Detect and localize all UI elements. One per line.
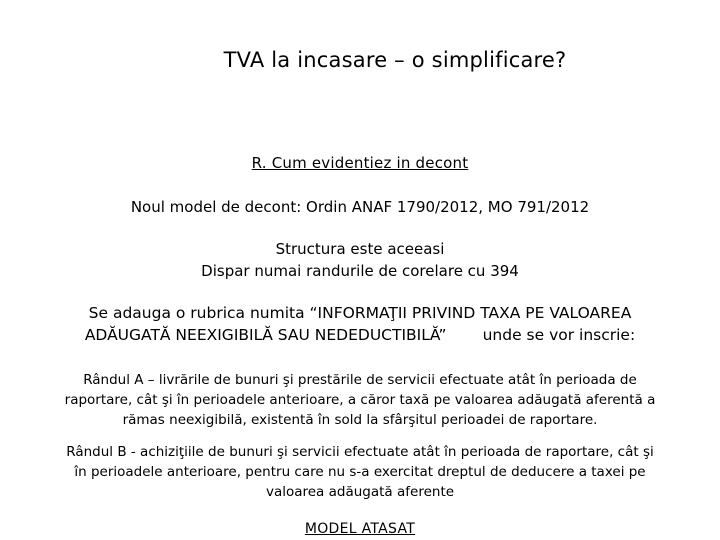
rubric-line xyxy=(20,324,700,346)
section-subtitle: R. Cum evidentiez in decont xyxy=(251,154,469,172)
rubric-name: ADĂUGATĂ NEEXIGIBILĂ SAU NEDEDUCTIBILĂ” xyxy=(84,326,447,344)
rubric-paragraph xyxy=(20,302,700,346)
attached-model-label: MODEL ATASAT xyxy=(304,521,416,537)
row-b-line: în perioadele anterioare, pentru care nu s-a exercitat dreptul de deducere a taxei pe xyxy=(74,464,646,480)
row-a-paragraph xyxy=(20,370,700,430)
rubric-where: unde se vor inscrie: xyxy=(482,326,636,344)
structure-line: Dispar numai randurile de corelare cu 394 xyxy=(201,262,519,280)
row-b-line: Rândul B - achiziţiile de bunuri şi servicii efectuate atât în perioada de raportare, cât şi xyxy=(66,444,654,460)
model-reference: Noul model de decont: Ordin ANAF 1790/2012, MO 791/2012 xyxy=(130,198,590,216)
structure-note xyxy=(20,238,700,282)
row-a-line: raportare, cât şi în perioadele anterioare, a căror taxă pe valoarea adăugată aferentă a xyxy=(64,392,656,408)
structure-line: Structura este aceeasi xyxy=(275,240,445,258)
row-a-line: Rândul A – livrările de bunuri şi prestările de servicii efectuate atât în perioada de xyxy=(83,372,637,388)
row-b-line: valoarea adăugată aferente xyxy=(265,484,455,500)
row-a-line: rămas neexigibilă, existentă în sold la sfârşitul perioadei de raportare. xyxy=(122,412,598,428)
slide-title: TVA la incasare – o simplificare? xyxy=(223,48,567,72)
rubric-line: Se adauga o rubrica numita “INFORMAŢII PRIVIND TAXA PE VALOAREA xyxy=(88,304,632,322)
row-b-paragraph xyxy=(20,442,700,502)
